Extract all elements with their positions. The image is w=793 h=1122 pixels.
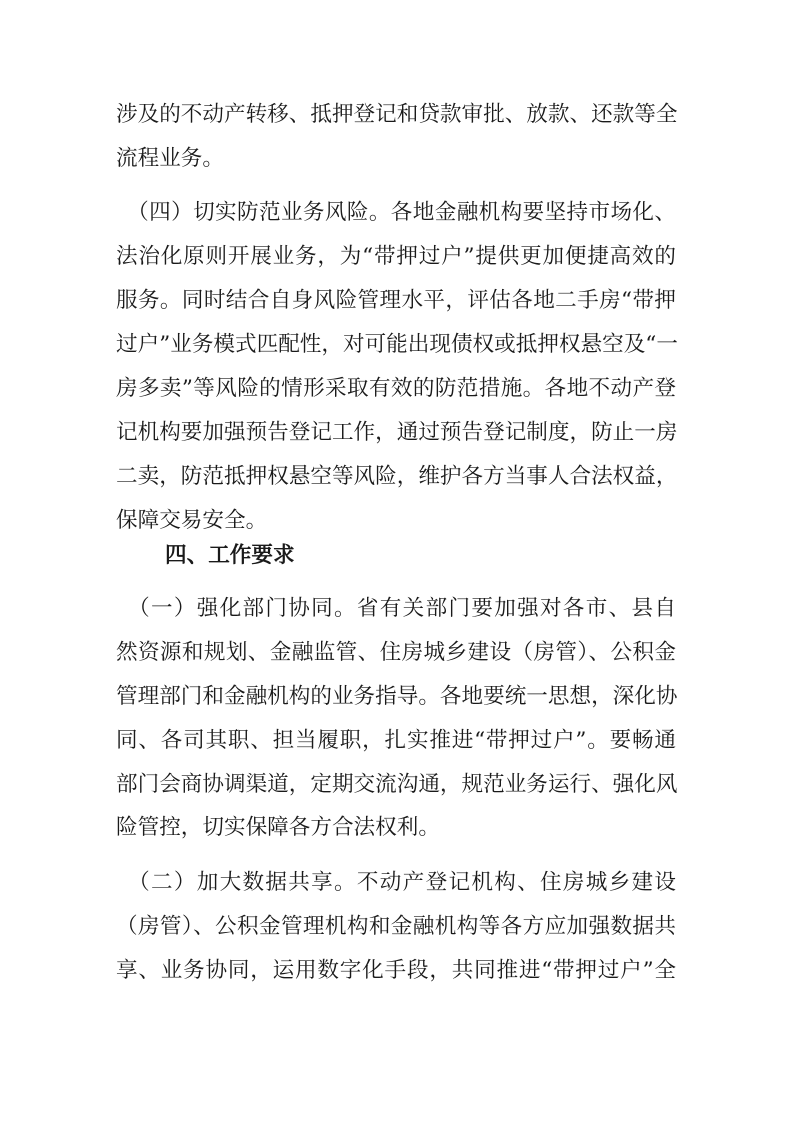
paragraph-line: 保障交易安全。 [116,508,268,533]
paragraph-line: 记机构要加强预告登记工作，通过预告登记制度，防止一房 [116,420,678,445]
paragraph-line: 法治化原则开展业务，为“带押过户”提供更加便捷高效的 [116,244,676,269]
paragraph-line: 险管控，切实保障各方合法权利。 [116,815,440,840]
paragraph-line: 房多卖”等风险的情形采取有效的防范措施。各地不动产登 [116,376,676,401]
paragraph-line: 管理部门和金融机构的业务指导。各地要统一思想，深化协 [116,684,678,709]
paragraph-line: 部门会商协调渠道，定期交流沟通，规范业务运行、强化风 [116,772,678,797]
paragraph-line: 涉及的不动产转移、抵押登记和贷款审批、放款、还款等全 [116,102,678,127]
paragraph-line: 流程业务。 [116,146,224,171]
paragraph-line: （房管）、公积金管理机构和金融机构等各方应加强数据共 [116,914,676,939]
paragraph-line: 过户”业务模式匹配性，对可能出现债权或抵押权悬空及“一 [116,332,678,357]
paragraph-line: 服务。同时结合自身风险管理水平，评估各地二手房“带押 [116,288,676,313]
paragraph-line: （一）强化部门协同。省有关部门要加强对各市、县自 [116,596,676,621]
paragraph-line: 然资源和规划、金融监管、住房城乡建设（房管）、公积金 [116,640,676,665]
paragraph-line: （四）切实防范业务风险。各地金融机构要坚持市场化、 [116,200,676,225]
paragraph-line: 享、业务协同，运用数字化手段，共同推进“带押过户”全 [116,958,676,983]
paragraph-line: （二）加大数据共享。不动产登记机构、住房城乡建设 [116,870,676,895]
section-heading: 四、工作要求 [165,543,295,568]
paragraph-line: 同、各司其职、担当履职，扎实推进“带押过户”。要畅通 [116,728,676,753]
paragraph-line: 二卖，防范抵押权悬空等风险，维护各方当事人合法权益， [116,464,678,489]
